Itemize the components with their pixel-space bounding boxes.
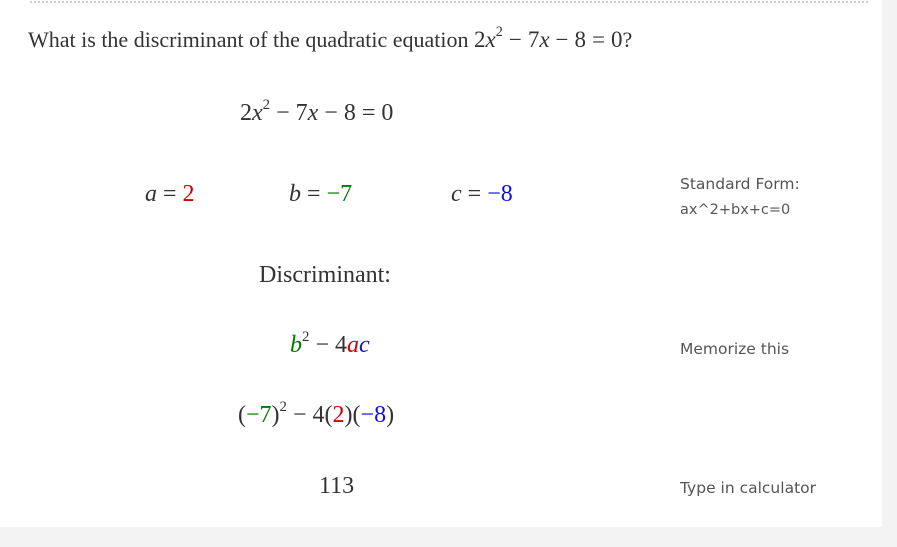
question-text bbox=[28, 24, 633, 53]
memorize-note: Memorize this bbox=[680, 340, 790, 358]
substitution: $(-7)^2 - 4(2)(-8)$ bbox=[238, 398, 395, 428]
discriminant-formula: $b^2 - 4ac$ bbox=[290, 328, 370, 358]
standard-form-formula: ax^2+bx+c=0 bbox=[680, 202, 791, 218]
coefficient-b: b = −7 bbox=[289, 181, 353, 207]
calculator-note: Type in calculator bbox=[680, 479, 816, 497]
question-mark: ? bbox=[622, 27, 633, 52]
question-equation: $2x^2 - 7x - 8 = 0$ bbox=[473, 24, 623, 52]
standard-form-label: Standard Form: bbox=[680, 175, 800, 193]
discriminant-heading: Discriminant: bbox=[259, 262, 391, 288]
result-value: 113 bbox=[319, 473, 355, 499]
top-divider bbox=[30, 1, 868, 3]
question-prefix: What is the discriminant of the quadratic equation bbox=[28, 27, 474, 52]
coefficient-c: c = −8 bbox=[451, 181, 513, 207]
equation: $2x^2 - 7x - 8 = 0$ bbox=[240, 96, 394, 126]
coefficient-a: a = 2 bbox=[145, 181, 195, 207]
standard-form-note bbox=[680, 171, 800, 223]
